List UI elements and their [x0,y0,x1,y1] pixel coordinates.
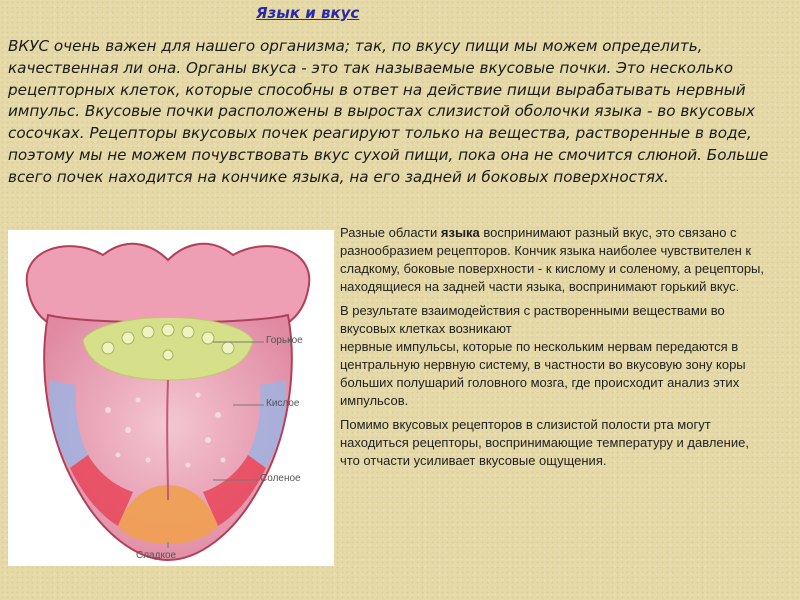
side-paragraph-3: нервные импульсы, которые по нескольким нервам передаются в центральную нервную систему, в частности во вкусовую зону коры больших полушарий головного мозга, где происходит анализ этих импульсов. [340,339,746,408]
tongue-figure [8,230,334,566]
intro-paragraph: ВКУС очень важен для нашего организма; так, по вкусу пищи мы можем определить, качественная ли она. Органы вкуса - это так называемые вкусовые почки. Это несколько рецепторных клеток, которые способны в ответ на действие пищи вырабатывать нервный импульс. Вкусовые почки расположены в выростах слизистой оболочки языка - во вкусовых сосочках. Рецепторы вкусовых почек реагируют только на вещества, растворенные в воде, поэтому мы не можем почувствовать вкус сухой пищи, пока она не смочится слюной. Больше всего почек находится на кончике языка, на его задней и боковых поверхностях. [8,37,769,186]
side-p1-rest: воспринимают разный вкус, это связано с разнообразием рецепторов. Кончик языка наиболее чувствителен к сладкому, боковые поверхности - к кислому и соленому, а рецепторы, находящиеся на задней части языка, воспринимают горький вкус. [340,225,765,294]
salty-label: Соленое [260,473,301,484]
sour-label: Кислое [266,398,300,409]
side-paragraph-4: Помимо вкусовых рецепторов в слизистой полости рта могут находиться рецепторы, воспринимающие температуру и давление, что отчасти усиливает вкусовые ощущения. [340,417,749,468]
median-groove [167,380,168,500]
side-paragraph-2: В результате взаимодействия с растворенными веществами во вкусовых клетках возникают [340,303,725,336]
page-title: Язык и вкус [256,4,360,22]
side-paragraph-1 [340,224,766,296]
bitter-label: Горькое [266,335,303,346]
side-p1-start: Разные области [340,225,441,240]
side-text [340,224,766,476]
sweet-label: Сладкое [136,550,177,561]
side-p1-bold: языка [440,225,480,240]
